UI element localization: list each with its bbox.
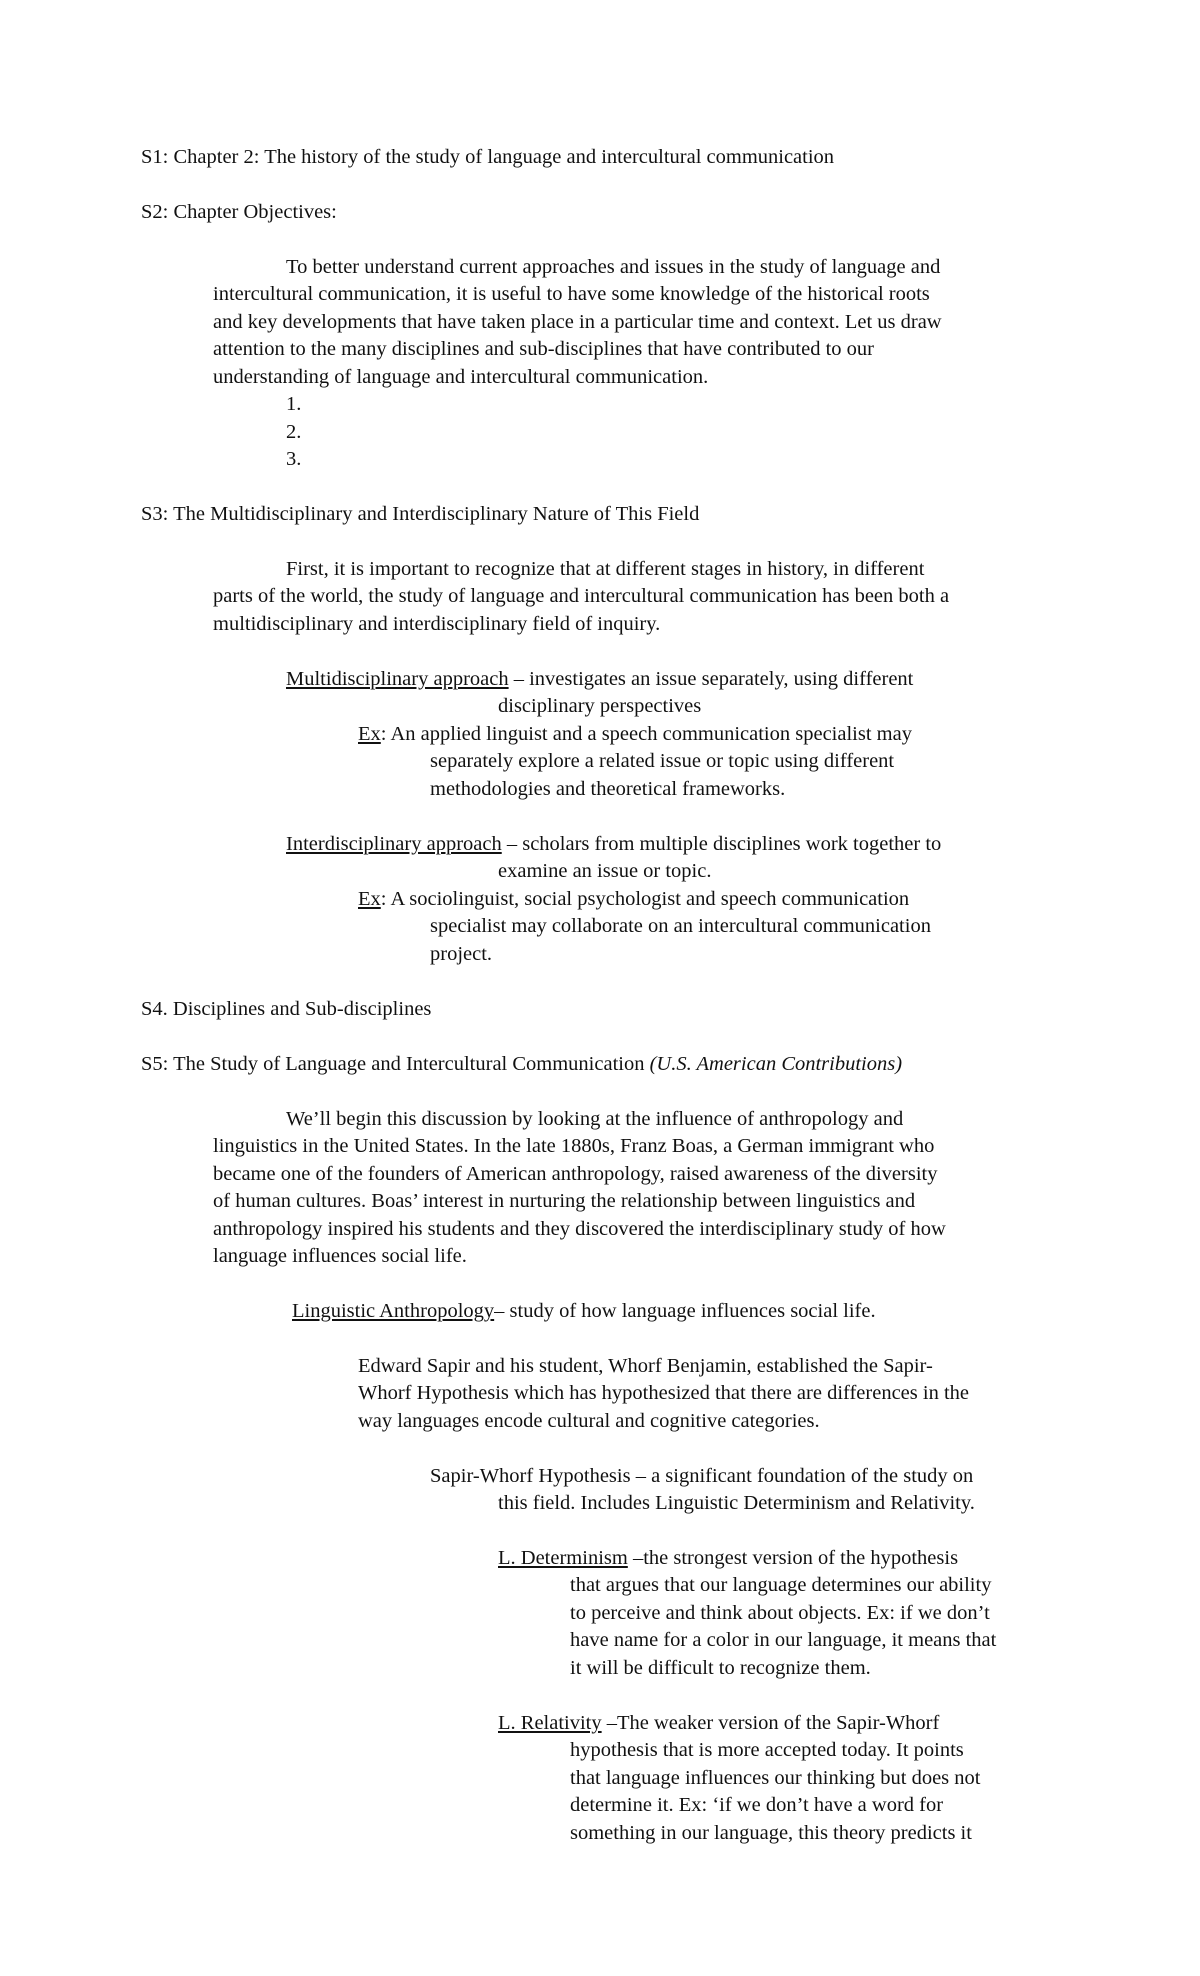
determinism-text: have name for a color in our language, it means that bbox=[570, 1629, 997, 1651]
s2-para-line: and key developments that have taken place in a particular time and context. Let us draw bbox=[213, 311, 942, 333]
sapir-whorf-hypothesis-cont: this field. Includes Linguistic Determinism and Relativity. bbox=[498, 1492, 975, 1514]
s2-para-line: attention to the many disciplines and sub-disciplines that have contributed to our bbox=[213, 338, 874, 360]
example-text: : A sociolinguist, social psychologist and speech communication bbox=[380, 888, 910, 910]
multidisciplinary-definition bbox=[286, 666, 913, 694]
s5-para-line: language influences social life. bbox=[213, 1245, 467, 1267]
sapir-para-line: Whorf Hypothesis which has hypothesized that there are differences in the bbox=[358, 1382, 969, 1404]
s4-heading: S4. Disciplines and Sub-disciplines bbox=[141, 998, 432, 1020]
sapir-para-line: Edward Sapir and his student, Whorf Benjamin, established the Sapir- bbox=[358, 1355, 933, 1377]
interdisciplinary-example bbox=[358, 886, 909, 914]
s3-heading: S3: The Multidisciplinary and Interdisciplinary Nature of This Field bbox=[141, 503, 700, 525]
example-text: project. bbox=[430, 943, 493, 965]
interdisciplinary-term: Interdisciplinary approach bbox=[286, 833, 502, 855]
relativity-text: –The weaker version of the Sapir-Whorf bbox=[601, 1712, 940, 1734]
determinism-text: that argues that our language determines our ability bbox=[570, 1574, 992, 1596]
objective-list-item: 3. bbox=[286, 448, 302, 470]
s3-para-line: First, it is important to recognize that at different stages in history, in different bbox=[286, 558, 925, 580]
ex-label: Ex bbox=[358, 888, 381, 910]
sapir-whorf-hypothesis: Sapir-Whorf Hypothesis – a significant foundation of the study on bbox=[430, 1465, 974, 1487]
s5-heading-text: S5: The Study of Language and Intercultural Communication bbox=[141, 1053, 650, 1075]
relativity-text: that language influences our thinking but does not bbox=[570, 1767, 981, 1789]
example-text: specialist may collaborate on an intercultural communication bbox=[430, 915, 931, 937]
determinism-definition bbox=[498, 1545, 958, 1573]
s3-para-line: parts of the world, the study of language and intercultural communication has been both a bbox=[213, 585, 950, 607]
relativity-text: something in our language, this theory predicts it bbox=[570, 1822, 972, 1844]
s3-para-line: multidisciplinary and interdisciplinary field of inquiry. bbox=[213, 613, 661, 635]
s5-para-line: of human cultures. Boas’ interest in nurturing the relationship between linguistics and bbox=[213, 1190, 916, 1212]
ex-label: Ex bbox=[358, 723, 381, 745]
multidisciplinary-def: – investigates an issue separately, using different bbox=[508, 668, 914, 690]
multidisciplinary-example bbox=[358, 721, 912, 749]
objective-list-item: 1. bbox=[286, 393, 302, 415]
interdisciplinary-def-cont: examine an issue or topic. bbox=[498, 860, 712, 882]
s2-para-line: understanding of language and intercultural communication. bbox=[213, 366, 709, 388]
relativity-text: determine it. Ex: ‘if we don’t have a word for bbox=[570, 1794, 944, 1816]
objective-list-item: 2. bbox=[286, 421, 302, 443]
s5-para-line: linguistics in the United States. In the late 1880s, Franz Boas, a German immigrant who bbox=[213, 1135, 935, 1157]
s2-heading: S2: Chapter Objectives: bbox=[141, 201, 337, 223]
linguistic-anthropology-definition bbox=[292, 1298, 876, 1326]
relativity-text: hypothesis that is more accepted today. It points bbox=[570, 1739, 964, 1761]
interdisciplinary-def: – scholars from multiple disciplines work together to bbox=[501, 833, 942, 855]
example-text: : An applied linguist and a speech communication specialist may bbox=[380, 723, 912, 745]
determinism-text: to perceive and think about objects. Ex: if we don’t bbox=[570, 1602, 990, 1624]
example-text: methodologies and theoretical frameworks. bbox=[430, 778, 786, 800]
s2-para-line: To better understand current approaches and issues in the study of language and bbox=[286, 256, 941, 278]
determinism-text: –the strongest version of the hypothesis bbox=[627, 1547, 959, 1569]
s5-para-line: We’ll begin this discussion by looking at the influence of anthropology and bbox=[286, 1108, 904, 1130]
multidisciplinary-def-cont: disciplinary perspectives bbox=[498, 695, 702, 717]
sapir-para-line: way languages encode cultural and cognitive categories. bbox=[358, 1410, 820, 1432]
interdisciplinary-definition bbox=[286, 831, 941, 859]
s1-heading: S1: Chapter 2: The history of the study of language and intercultural communication bbox=[141, 146, 835, 168]
determinism-term: L. Determinism bbox=[498, 1547, 628, 1569]
linguistic-anthropology-term: Linguistic Anthropology bbox=[292, 1300, 495, 1322]
s5-heading-italic: (U.S. American Contributions) bbox=[649, 1053, 903, 1075]
relativity-definition bbox=[498, 1710, 939, 1738]
s2-para-line: intercultural communication, it is useful to have some knowledge of the historical roots bbox=[213, 283, 930, 305]
determinism-text: it will be difficult to recognize them. bbox=[570, 1657, 871, 1679]
linguistic-anthropology-def: – study of how language influences social life. bbox=[494, 1300, 876, 1322]
example-text: separately explore a related issue or topic using different bbox=[430, 750, 895, 772]
s5-heading bbox=[141, 1051, 902, 1079]
s5-para-line: anthropology inspired his students and they discovered the interdisciplinary study of how bbox=[213, 1218, 946, 1240]
s5-para-line: became one of the founders of American anthropology, raised awareness of the diversity bbox=[213, 1163, 938, 1185]
relativity-term: L. Relativity bbox=[498, 1712, 602, 1734]
multidisciplinary-term: Multidisciplinary approach bbox=[286, 668, 509, 690]
